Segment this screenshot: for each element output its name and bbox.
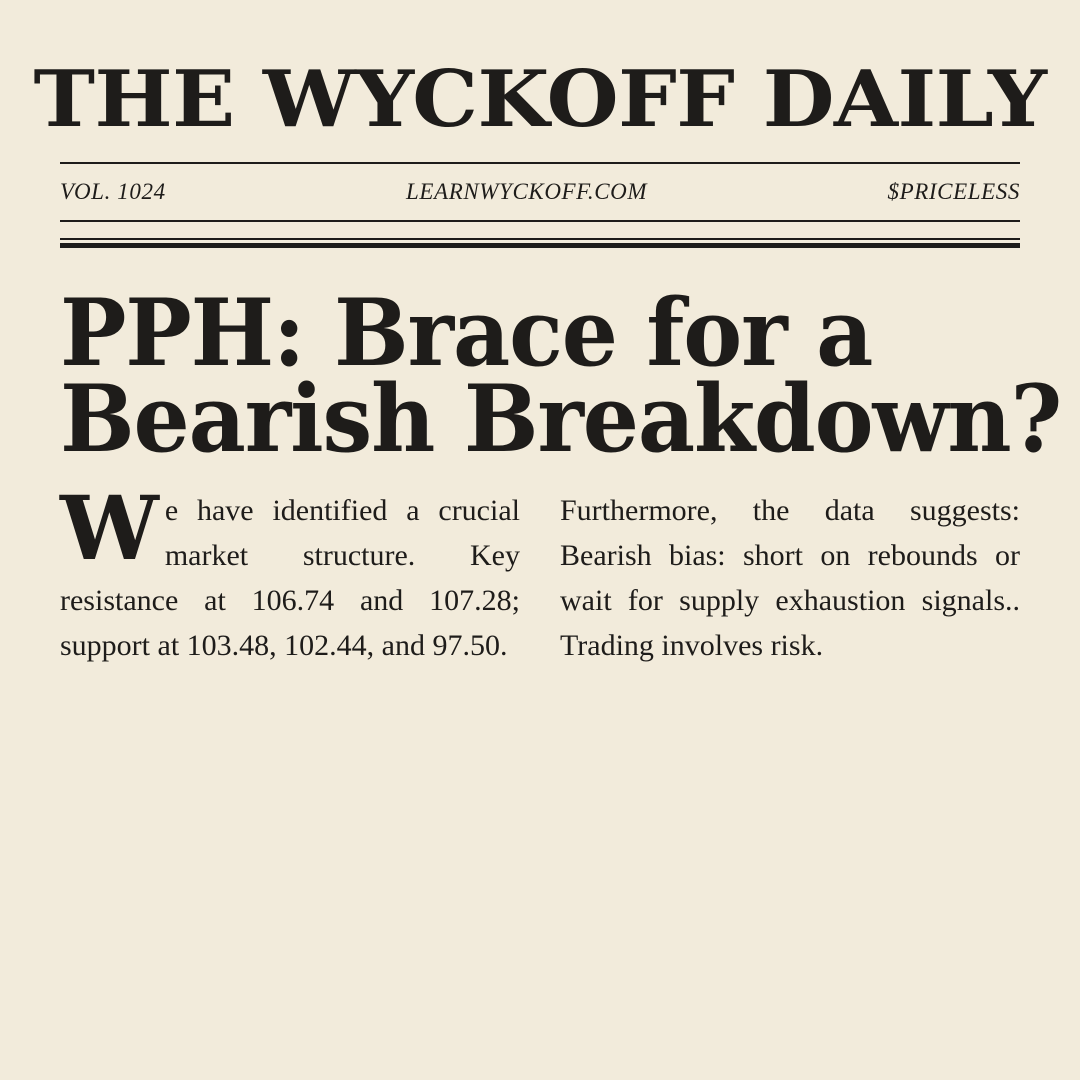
article-column-right xyxy=(560,488,1020,668)
masthead-rule-bottom xyxy=(60,220,1020,222)
article-body xyxy=(60,462,1020,668)
headline-line-2: Bearish Breakdown? xyxy=(60,363,1062,473)
right-column-text: Furthermore, the data suggests: Bearish bias: short on rebounds or wait for supply exhaustion signals.. Trading involves risk. xyxy=(560,493,1020,662)
dateline-volume: VOL. 1024 xyxy=(60,179,166,205)
dropcap-letter: W xyxy=(60,475,159,580)
dateline-website: LEARNWYCKOFF.COM xyxy=(406,179,648,205)
masthead-double-rule xyxy=(60,238,1020,248)
masthead xyxy=(33,0,1047,145)
dateline-price: $PRICELESS xyxy=(887,179,1020,205)
left-column-paragraph xyxy=(60,475,520,668)
masthead-title: THE WYCKOFF DAILY xyxy=(33,54,1047,145)
right-column-paragraph xyxy=(560,488,1020,668)
left-column-text: e have identified a crucial market structure. Key resistance at 106.74 and 107.28; support at 103.48, 102.44, and 97.50. xyxy=(60,493,520,662)
article-column-left xyxy=(60,475,520,668)
double-rule-thin-line xyxy=(60,238,1020,240)
dateline-bar xyxy=(60,164,1020,220)
article-headline xyxy=(60,248,1062,473)
headline-line-1: PPH: Brace for a xyxy=(60,278,873,388)
